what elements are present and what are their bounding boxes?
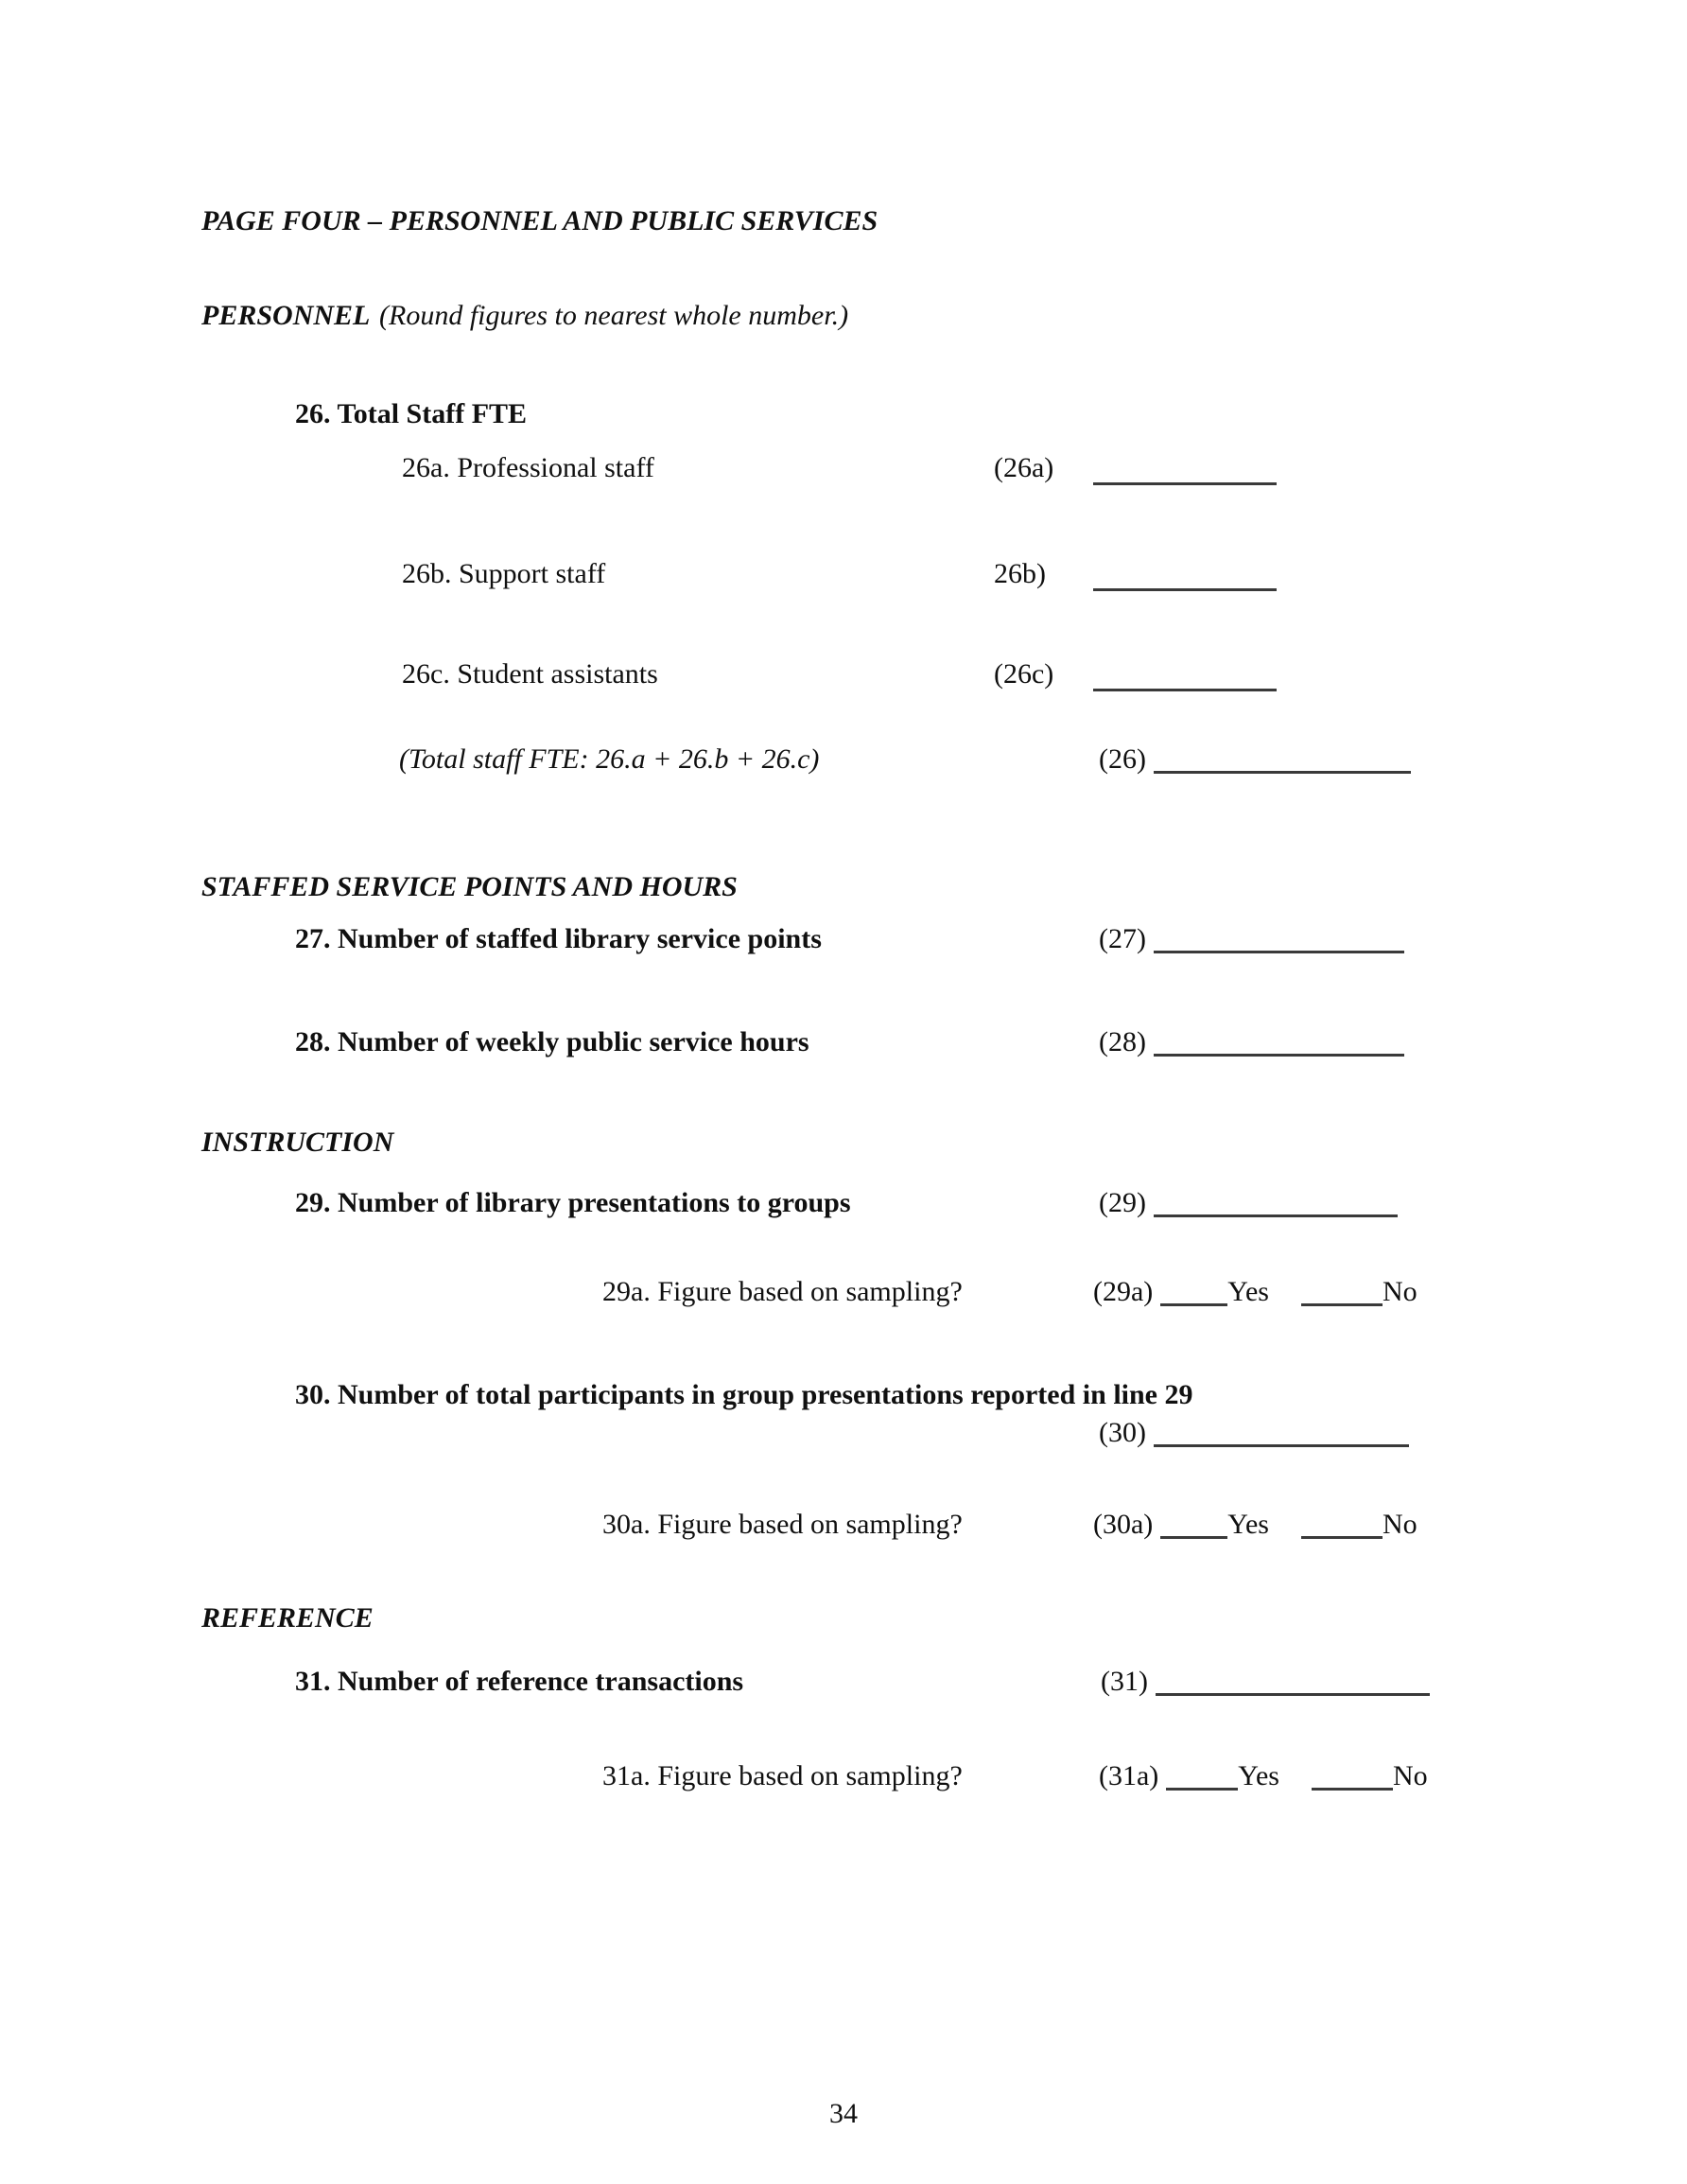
row-29a [0,1276,1687,1319]
field-label-31a: 31a. Figure based on sampling? [602,1760,963,1791]
field-code-30a: (30a) [1093,1509,1154,1540]
reference-heading-row [0,1602,1687,1646]
field-code-30: (30) [1099,1417,1146,1448]
blank-line-29a-yes [1160,1303,1227,1306]
field-29a [1093,1276,1417,1307]
personnel-note: (Round figures to nearest whole number.) [379,300,849,331]
field-label-31: 31. Number of reference transactions [295,1666,744,1697]
yes-label-29a: Yes [1227,1276,1269,1307]
section-heading-instruction: INSTRUCTION [201,1127,394,1158]
row-26a [0,452,1687,496]
no-label-29a: No [1382,1276,1417,1307]
blank-line-26 [1154,771,1411,774]
field-30a [1093,1509,1417,1540]
page-title: PAGE FOUR – PERSONNEL AND PUBLIC SERVICES [201,205,878,236]
section-heading-personnel: PERSONNEL [201,300,371,331]
field-28 [1099,1026,1404,1057]
field-code-28: (28) [1099,1026,1146,1057]
row-30a [0,1509,1687,1552]
field-31a [1099,1760,1428,1791]
blank-line-31a-yes [1166,1788,1238,1791]
instruction-heading-row [0,1127,1687,1170]
blank-line-29 [1154,1214,1398,1217]
page-number: 34 [829,2098,858,2129]
service-points-heading-row [0,871,1687,915]
section-heading-service-points: STAFFED SERVICE POINTS AND HOURS [201,871,738,902]
row-30-field [0,1417,1687,1460]
field-31 [1101,1666,1430,1697]
yes-label-30a: Yes [1227,1509,1269,1540]
blank-line-29a-no [1301,1303,1383,1306]
page-title-row [0,205,1687,249]
field-label-26-total: (Total staff FTE: 26.a + 26.b + 26.c) [399,743,820,775]
row-26b [0,558,1687,602]
no-label-31a: No [1392,1760,1428,1791]
row-26c [0,658,1687,702]
field-code-26a: (26a) [994,452,1054,483]
row-28 [0,1026,1687,1070]
blank-line-30a-no [1301,1536,1383,1539]
section-heading-reference: REFERENCE [201,1602,374,1634]
field-code-31: (31) [1101,1666,1148,1697]
field-label-26a: 26a. Professional staff [402,452,654,483]
row-26-total [0,743,1687,787]
field-27 [1099,923,1404,954]
field-30 [1099,1417,1409,1448]
field-29 [1099,1187,1398,1218]
field-label-26c: 26c. Student assistants [402,658,658,690]
blank-line-30a-yes [1160,1536,1227,1539]
page-number-row [0,2098,1687,2141]
field-code-26c: (26c) [994,658,1054,690]
blank-line-27 [1154,951,1404,953]
field-code-29a: (29a) [1093,1276,1154,1307]
field-code-26b: 26b) [994,558,1046,589]
row-31 [0,1666,1687,1709]
field-label-27: 27. Number of staffed library service points [295,923,822,954]
field-code-27: (27) [1099,923,1146,954]
blank-line-26a [1093,482,1277,485]
yes-label-31a: Yes [1238,1760,1279,1791]
row-29 [0,1187,1687,1231]
blank-line-31 [1156,1693,1430,1696]
field-label-30a: 30a. Figure based on sampling? [602,1509,963,1540]
field-label-26b: 26b. Support staff [402,558,606,589]
field-code-26: (26) [1099,743,1146,775]
blank-line-30 [1154,1444,1409,1447]
item-26-heading: 26. Total Staff FTE [295,398,528,429]
field-label-28: 28. Number of weekly public service hours [295,1026,809,1057]
field-code-29: (29) [1099,1187,1146,1218]
blank-line-26c [1093,689,1277,691]
field-label-29: 29. Number of library presentations to groups [295,1187,851,1218]
personnel-heading-row [0,300,1687,343]
field-label-29a: 29a. Figure based on sampling? [602,1276,963,1307]
blank-line-31a-no [1312,1788,1393,1791]
no-label-30a: No [1382,1509,1417,1540]
row-27 [0,923,1687,967]
blank-line-26b [1093,588,1277,591]
field-label-30: 30. Number of total participants in group presentations reported in line 29 [295,1379,1193,1410]
blank-line-28 [1154,1054,1404,1057]
field-code-31a: (31a) [1099,1760,1159,1791]
row-31a [0,1760,1687,1804]
item-26-heading-row [0,398,1687,442]
field-26-total [1099,743,1411,775]
